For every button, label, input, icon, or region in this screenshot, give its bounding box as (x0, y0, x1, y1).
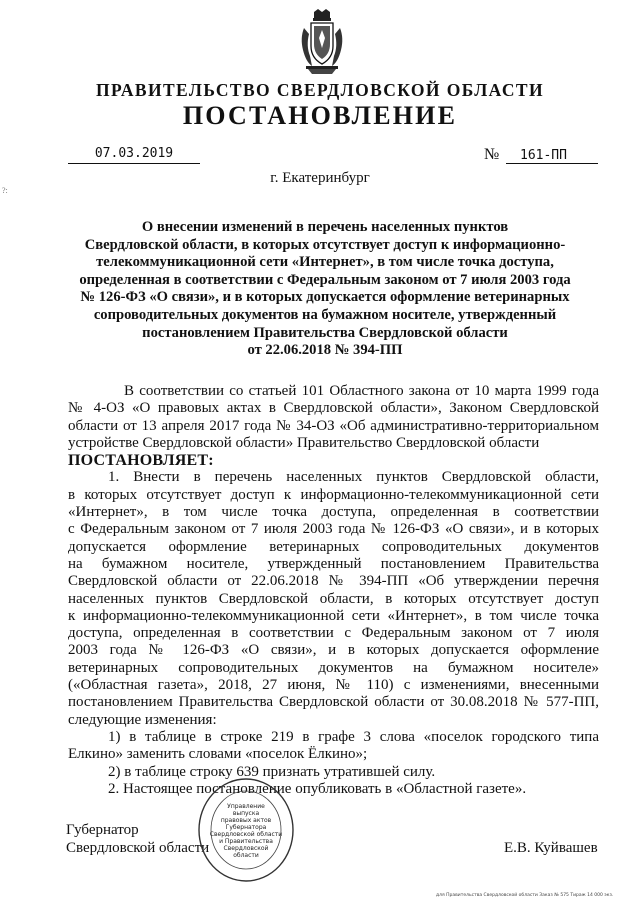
item1-line: доступа, определенная в соответствии с Федеральным законом от 7 июля (68, 625, 599, 642)
organization-name: ПРАВИТЕЛЬСТВО СВЕРДЛОВСКОЙ ОБЛАСТИ (96, 80, 544, 100)
title-line: № 126-ФЗ «О связи», и в которых допускается оформление ветеринарных (80, 289, 570, 306)
item1-line: в которых отсутствует доступ к информационно-телекоммуникационной сети (68, 486, 599, 503)
signature-position-line1: Губернатор (66, 822, 139, 838)
item1-line: 1. Внести в перечень населенных пунктов Свердловской области, (108, 469, 599, 486)
coat-of-arms-emblem (300, 8, 344, 76)
number-underline (506, 163, 598, 164)
preamble-line: № 4-ОЗ «О правовых актах в Свердловской области», Законом Свердловской (68, 400, 599, 417)
item1-line: Свердловской области от 22.06.2018 № 394-ПП «Об утверждении перечня (68, 573, 599, 590)
title-line: О внесении изменений в перечень населенных пунктов (141, 219, 509, 235)
stamp-line: и Правительства (219, 838, 273, 845)
title-line: определенная в соответствии с Федеральным законом от 7 июля 2003 года (79, 271, 571, 288)
subitem1-line: Елкино» заменить словами «поселок Ёлкино»; (68, 746, 368, 763)
document-body (68, 383, 599, 798)
preamble-line: В соответствии со статьей 101 Областного закона от 10 марта 1999 года (124, 383, 599, 399)
office-stamp (196, 776, 296, 884)
print-footer: для Правительства Свердловской области Заказ № 575 Тираж 14 000 экз. (436, 893, 614, 898)
document-city: г. Екатеринбург (270, 170, 370, 186)
item1-line: постановлением Правительства Свердловской области от 30.08.2018 № 577-ПП, (68, 694, 599, 711)
decree-word: ПОСТАНОВЛЯЕТ: (68, 452, 214, 470)
signature-position-line2: Свердловской области (66, 840, 210, 856)
title-line: сопроводительных документов на бумажном носителе, утвержденный (93, 306, 557, 323)
stamp-line: правовых актов (220, 817, 272, 824)
subitem1-line: 1) в таблице в строке 219 в графе 3 слова «поселок городского типа (108, 728, 599, 745)
stamp-line: области (233, 852, 259, 859)
stamp-line: Свердловской области (209, 831, 283, 838)
item1-line: с Федеральным законом от 7 июля 2003 года № 126-ФЗ «О связи», и в которых (68, 521, 599, 538)
title-line: Свердловской области, в которых отсутствует доступ к информационно- (84, 236, 566, 253)
number-sign: № (484, 146, 500, 163)
title-line: постановлением Правительства Свердловской области (142, 324, 508, 341)
item1-line: ветеринарных сопроводительных документов на бумажном носителе» (68, 659, 599, 676)
subitem2-line: 2) в таблице строку 639 признать утратившей силу. (108, 763, 436, 780)
date-underline (68, 163, 200, 164)
item2-line: 2. Настоящее постановление опубликовать в «Областной газете». (108, 780, 527, 797)
stamp-line: Свердловской (223, 845, 269, 852)
document-type: ПОСТАНОВЛЕНИЕ (182, 101, 458, 130)
preamble-line: области от 13 апреля 2017 года № 34-ОЗ «Об административно-территориальном (68, 417, 599, 434)
document-number: 161-ПП (520, 148, 567, 163)
title-line: телекоммуникационной сети «Интернет», в том числе точка доступа, (96, 254, 554, 271)
document-date: 07.03.2019 (94, 146, 174, 161)
item1-line: населенных пунктов Свердловской области, в которых отсутствует доступ (68, 590, 599, 607)
stamp-line: Управление (227, 803, 265, 810)
preamble-line: устройстве Свердловской области» Правительство Свердловской области (68, 434, 540, 451)
stamp-line: Губернатора (225, 824, 267, 831)
item1-line: на бумажном носителе, утвержденный постановлением Правительства (68, 555, 599, 572)
document-title (70, 219, 580, 360)
item1-line: («Областная газета», 2018, 27 июня, № 110) с изменениями, внесенными (68, 677, 599, 694)
item1-line: «Интернет», в том числе точка доступа, определенная в соответствии (68, 504, 599, 521)
stamp-line: выпуска (232, 810, 260, 817)
item1-line: следующие изменения: (68, 711, 217, 728)
item1-line: к информационно-телекоммуникационной сети «Интернет», в том числе точка (68, 607, 599, 624)
item1-line: 2003 года № 126-ФЗ «О связи», и в которых допускается оформление (68, 642, 599, 659)
title-line: от 22.06.2018 № 394-ПП (247, 342, 403, 359)
signature-name: Е.В. Куйвашев (504, 840, 598, 856)
margin-mark: ?: (2, 186, 8, 195)
item1-line: допускается оформление ветеринарных сопроводительных документов (68, 538, 599, 555)
